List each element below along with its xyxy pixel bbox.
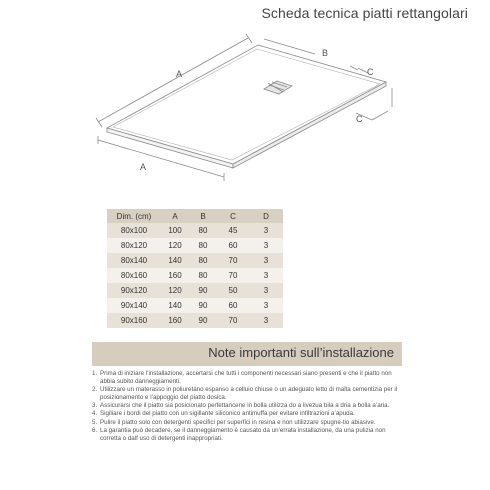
notes-header-bar <box>92 342 402 366</box>
cell-dim: 90x140 <box>107 298 161 313</box>
shower-tray-drawing <box>0 22 490 202</box>
table-row <box>107 223 283 238</box>
cell-b: 80 <box>189 223 217 238</box>
col-header-c: C <box>217 209 249 223</box>
list-item <box>92 419 404 427</box>
cell-b: 90 <box>189 283 217 298</box>
table-row <box>107 238 283 253</box>
cell-a: 140 <box>161 298 189 313</box>
cell-c: 50 <box>217 283 249 298</box>
cell-a: 100 <box>161 223 189 238</box>
note-number: 1. <box>92 370 98 377</box>
note-number: 4. <box>92 410 98 418</box>
table-row <box>107 283 283 298</box>
note-number: 6. <box>92 426 98 434</box>
cell-dim: 80x120 <box>107 238 161 253</box>
cell-a: 120 <box>161 283 189 298</box>
cell-dim: 80x100 <box>107 223 161 238</box>
cell-d: 3 <box>249 268 283 283</box>
cell-c: 70 <box>217 268 249 283</box>
cell-b: 90 <box>189 313 217 328</box>
cell-b: 80 <box>189 268 217 283</box>
label-c-side: C <box>356 114 363 124</box>
cell-a: 120 <box>161 238 189 253</box>
table-row <box>107 313 283 328</box>
cell-c: 70 <box>217 253 249 268</box>
cell-dim: 90x120 <box>107 283 161 298</box>
cell-d: 3 <box>249 298 283 313</box>
cell-d: 3 <box>249 313 283 328</box>
note-number: 2. <box>92 386 98 394</box>
cell-d: 3 <box>249 238 283 253</box>
dimensions-table <box>107 209 283 328</box>
note-text: Assicurarsi che il piatto sia posicionato perfettancene in bolla utilizza do a livezua bila a dria a bolla a’aria. <box>100 402 390 410</box>
list-item <box>92 410 404 418</box>
note-text: Prima di iniziare l’installazione, accertarsi che tutti i componenti necessari siano presenti e che il piatto non abbia subito danneggiamenti. <box>100 370 392 386</box>
note-text: Pulire il piatto solo con detergenti specifici per superfici in resina e non utilizzare spugne-tio abiasive. <box>100 418 376 426</box>
cell-b: 90 <box>189 298 217 313</box>
col-header-d: D <box>249 209 283 223</box>
table-row <box>107 298 283 313</box>
col-header-dim: Dim. (cm) <box>107 209 161 223</box>
notes-title: Note importanti sull’installazione <box>208 345 394 360</box>
cell-dim: 80x160 <box>107 268 161 283</box>
cell-dim: 90x160 <box>107 313 161 328</box>
cell-c: 60 <box>217 298 249 313</box>
label-b: B <box>322 48 329 58</box>
note-text: Sigiliare i bordi del piatto con un sigillante siliconico antimuffa per evitare infiltrazioni a’apuda. <box>100 410 355 418</box>
tray-right-edge <box>233 82 386 168</box>
label-a-top: A <box>176 69 183 79</box>
cell-b: 80 <box>189 253 217 268</box>
col-header-b: B <box>189 209 217 223</box>
note-number: 3. <box>92 402 98 410</box>
col-header-a: A <box>161 209 189 223</box>
cell-a: 140 <box>161 253 189 268</box>
list-item <box>92 370 404 386</box>
note-text: La garantia può decadere, se il danneggiamento è causato da un’errata installazione, da una pulizia non corretta o dalf uso di detergenti inappropriati. <box>100 426 386 442</box>
dim-line-b <box>264 39 315 54</box>
note-number: 5. <box>92 418 98 426</box>
list-item <box>92 402 404 410</box>
table-row <box>107 268 283 283</box>
cell-c: 60 <box>217 238 249 253</box>
table-row <box>107 253 283 268</box>
dim-line-a-top <box>98 38 248 122</box>
cell-b: 80 <box>189 238 217 253</box>
list-item <box>92 427 404 443</box>
label-c-top: C <box>367 67 374 77</box>
list-item <box>92 386 404 402</box>
cell-c: 45 <box>217 223 249 238</box>
installation-notes-list <box>92 370 404 443</box>
cell-c: 70 <box>217 313 249 328</box>
cell-d: 3 <box>249 223 283 238</box>
page-title: Scheda tecnica piatti rettangolari <box>261 5 468 21</box>
cell-dim: 80x140 <box>107 253 161 268</box>
table-header-row <box>107 209 283 223</box>
cell-d: 3 <box>249 253 283 268</box>
cell-a: 160 <box>161 313 189 328</box>
note-text: Utilizzare un materasso in poliuretano espanso a celluio chiuse o un adeguato letto di malta cementizia per il posizionamento e l’appoggio del piatto dosica. <box>100 386 398 402</box>
cell-d: 3 <box>249 283 283 298</box>
label-a-side: A <box>140 162 147 172</box>
cell-a: 160 <box>161 268 189 283</box>
